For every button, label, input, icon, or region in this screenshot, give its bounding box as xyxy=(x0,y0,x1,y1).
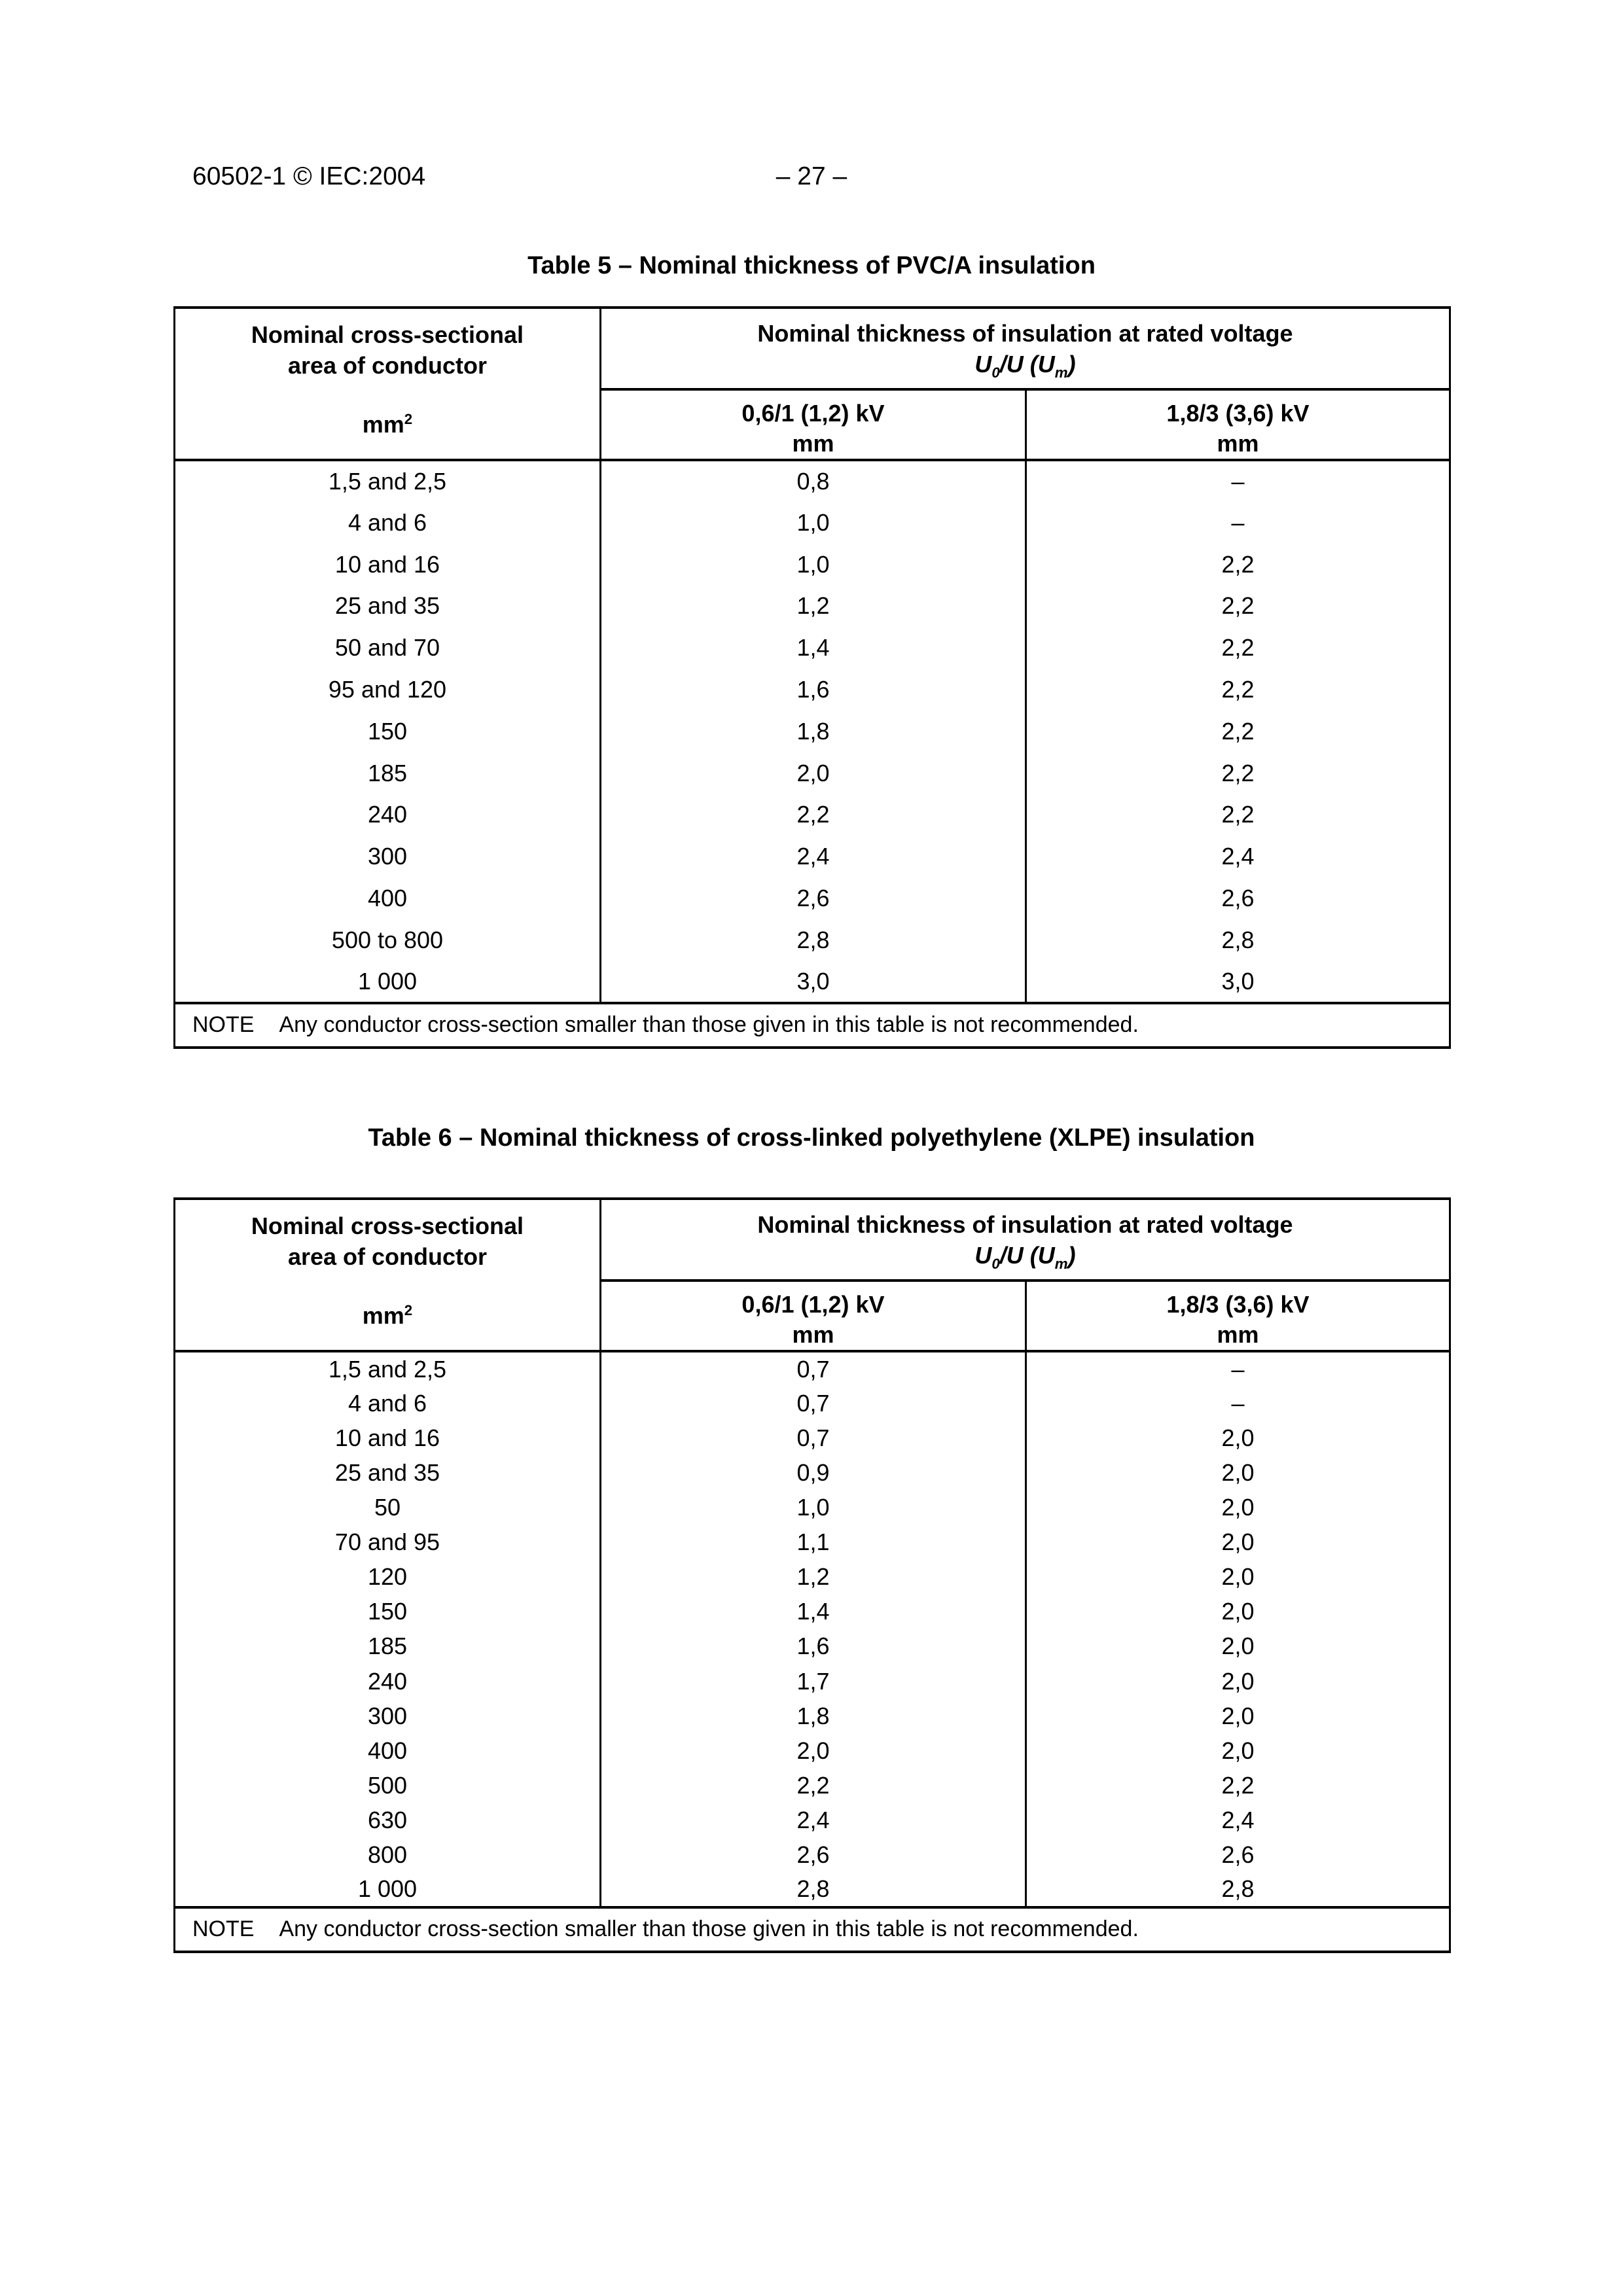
table-row xyxy=(175,1733,1450,1768)
thickness-18kv-cell: 2,2 xyxy=(1221,801,1255,828)
note-label: NOTE xyxy=(192,1012,255,1038)
area-cell: 150 xyxy=(175,711,601,752)
thickness-18kv-cell: 2,8 xyxy=(1221,1875,1255,1903)
thickness-18kv-cell: – xyxy=(1231,468,1245,495)
table6-title: Table 6 – Nominal thickness of cross-linked polyethylene (XLPE) insulation xyxy=(368,1124,1255,1152)
col-header-voltage xyxy=(601,1199,1450,1280)
table-row xyxy=(175,961,1450,1003)
thickness-06kv-cell: 0,7 xyxy=(601,1421,1026,1455)
col-header-06kv: 0,6/1 (1,2) kV mm xyxy=(601,389,1026,460)
page-header xyxy=(174,161,1449,192)
area-cell: 1 000 xyxy=(175,1873,601,1907)
table-row xyxy=(175,1351,1450,1386)
table-row xyxy=(175,460,1450,502)
thickness-18kv-cell: 2,0 xyxy=(1221,1667,1255,1695)
thickness-18kv-cell: – xyxy=(1231,508,1245,536)
thickness-06kv-cell: 1,4 xyxy=(601,1595,1026,1629)
table-row xyxy=(175,877,1450,919)
col-header-area-unit: $mm^2$ xyxy=(362,1302,413,1329)
area-cell: 50 and 70 xyxy=(175,627,601,669)
thickness-06kv-cell: 1,0 xyxy=(601,544,1026,586)
area-cell: 120 xyxy=(175,1560,601,1595)
table-row xyxy=(175,836,1450,877)
table-row xyxy=(175,669,1450,711)
table5-footer xyxy=(175,1003,1450,1048)
note-row xyxy=(175,1907,1450,1952)
table-row xyxy=(175,586,1450,627)
thickness-18kv-cell: 2,8 xyxy=(1221,926,1255,953)
table-row xyxy=(175,711,1450,752)
table-row xyxy=(175,1629,1450,1664)
thickness-06kv-cell: 1,8 xyxy=(601,711,1026,752)
area-cell: 500 xyxy=(175,1768,601,1803)
col-header-18kv: 1,8/3 (3,6) kV mm xyxy=(1026,1280,1450,1351)
thickness-06kv-cell: 2,2 xyxy=(601,1768,1026,1803)
table-row xyxy=(175,1699,1450,1733)
table6-header xyxy=(175,1199,1450,1351)
thickness-18kv-cell: 2,2 xyxy=(1221,676,1255,703)
note-row xyxy=(175,1003,1450,1048)
table-row xyxy=(175,1838,1450,1873)
col-header-area-unit: $mm^2$ xyxy=(362,411,413,438)
thickness-06kv-cell: 2,6 xyxy=(601,877,1026,919)
table-row xyxy=(175,1873,1450,1907)
voltage-symbol: $U_0/U$ $(U_m)$ xyxy=(974,1242,1076,1273)
thickness-06kv-cell: 2,4 xyxy=(601,1803,1026,1837)
thickness-18kv-cell: 2,0 xyxy=(1221,1563,1255,1591)
thickness-18kv-cell: 2,2 xyxy=(1221,759,1255,786)
area-cell: 1,5 and 2,5 xyxy=(175,1351,601,1386)
thickness-18kv-cell: 2,4 xyxy=(1221,843,1255,870)
thickness-18kv-cell: 2,0 xyxy=(1221,1633,1255,1660)
thickness-06kv-cell: 1,0 xyxy=(601,502,1026,544)
thickness-06kv-cell: 0,7 xyxy=(601,1351,1026,1386)
table-row xyxy=(175,1595,1450,1629)
thickness-18kv-cell: 2,2 xyxy=(1221,550,1255,578)
thickness-06kv-cell: 1,8 xyxy=(601,1699,1026,1733)
col-header-06kv: 0,6/1 (1,2) kV mm xyxy=(601,1280,1026,1351)
thickness-18kv-cell: 3,0 xyxy=(1221,967,1255,995)
col-header-area-label: Nominal cross-sectional area of conductor xyxy=(251,321,524,379)
thickness-18kv-cell: – xyxy=(1231,1389,1245,1417)
thickness-06kv-cell: 1,7 xyxy=(601,1664,1026,1699)
thickness-06kv-cell: 2,8 xyxy=(601,919,1026,961)
area-cell: 4 and 6 xyxy=(175,1386,601,1421)
thickness-18kv-cell: 2,0 xyxy=(1221,1424,1255,1451)
thickness-06kv-cell: 2,4 xyxy=(601,836,1026,877)
table-note xyxy=(175,1003,1450,1048)
thickness-18kv-cell: 2,6 xyxy=(1221,1841,1255,1869)
document-id: 60502-1 © IEC:2004 xyxy=(192,162,426,190)
thickness-18kv-cell: 2,2 xyxy=(1221,717,1255,745)
header-row-1 xyxy=(175,308,1450,389)
col-header-area-label: Nominal cross-sectional area of conductor xyxy=(251,1212,524,1270)
col-header-18kv: 1,8/3 (3,6) kV mm xyxy=(1026,389,1450,460)
table-note xyxy=(175,1907,1450,1952)
area-cell: 70 and 95 xyxy=(175,1525,601,1560)
table-row xyxy=(175,794,1450,836)
area-cell: 300 xyxy=(175,836,601,877)
header-row-1 xyxy=(175,1199,1450,1280)
table6-footer xyxy=(175,1907,1450,1952)
voltage-header-text: Nominal thickness of insulation at rated voltage xyxy=(757,1211,1293,1238)
table-row xyxy=(175,752,1450,794)
table-row xyxy=(175,1421,1450,1455)
table5-title: Table 5 – Nominal thickness of PVC/A insulation xyxy=(527,252,1096,279)
thickness-18kv-cell: 2,4 xyxy=(1221,1806,1255,1833)
thickness-06kv-cell: 0,8 xyxy=(601,460,1026,502)
thickness-18kv-cell: 2,0 xyxy=(1221,1528,1255,1556)
area-cell: 25 and 35 xyxy=(175,1455,601,1490)
table-row xyxy=(175,544,1450,586)
table-row xyxy=(175,1768,1450,1803)
table-row xyxy=(175,502,1450,544)
thickness-06kv-cell: 1,0 xyxy=(601,1491,1026,1525)
thickness-06kv-cell: 2,0 xyxy=(601,1733,1026,1768)
table-row xyxy=(175,1525,1450,1560)
note-label: NOTE xyxy=(192,1916,255,1942)
thickness-18kv-cell: 2,6 xyxy=(1221,885,1255,912)
thickness-06kv-cell: 3,0 xyxy=(601,961,1026,1003)
voltage-header-text: Nominal thickness of insulation at rated voltage xyxy=(757,320,1293,347)
thickness-06kv-cell: 2,6 xyxy=(601,1838,1026,1873)
area-cell: 400 xyxy=(175,877,601,919)
thickness-06kv-cell: 1,6 xyxy=(601,669,1026,711)
area-cell: 25 and 35 xyxy=(175,586,601,627)
thickness-06kv-cell: 1,2 xyxy=(601,1560,1026,1595)
thickness-18kv-cell: 2,0 xyxy=(1221,1459,1255,1487)
table-row xyxy=(175,627,1450,669)
area-cell: 50 xyxy=(175,1491,601,1525)
area-cell: 300 xyxy=(175,1699,601,1733)
page-number: – 27 – xyxy=(776,162,847,190)
table-row xyxy=(175,1455,1450,1490)
thickness-18kv-cell: 2,2 xyxy=(1221,1771,1255,1799)
area-cell: 10 and 16 xyxy=(175,1421,601,1455)
col-header-area xyxy=(175,308,601,460)
table5 xyxy=(173,306,1451,1049)
area-cell: 10 and 16 xyxy=(175,544,601,586)
area-cell: 400 xyxy=(175,1733,601,1768)
voltage-symbol: $U_0/U$ $(U_m)$ xyxy=(974,351,1076,381)
thickness-06kv-cell: 2,8 xyxy=(601,1873,1026,1907)
thickness-06kv-cell: 2,0 xyxy=(601,752,1026,794)
area-cell: 630 xyxy=(175,1803,601,1837)
table-row xyxy=(175,919,1450,961)
table5-body xyxy=(175,460,1450,1002)
area-cell: 185 xyxy=(175,1629,601,1664)
thickness-06kv-cell: 1,2 xyxy=(601,586,1026,627)
thickness-06kv-cell: 1,6 xyxy=(601,1629,1026,1664)
col-header-voltage xyxy=(601,308,1450,389)
thickness-18kv-cell: 2,0 xyxy=(1221,1494,1255,1521)
note-text: Any conductor cross-section smaller than those given in this table is not recommended. xyxy=(279,1916,1139,1942)
table-row xyxy=(175,1560,1450,1595)
area-cell: 800 xyxy=(175,1838,601,1873)
area-cell: 240 xyxy=(175,794,601,836)
table6 xyxy=(173,1197,1451,1953)
thickness-18kv-cell: 2,2 xyxy=(1221,634,1255,662)
table-row xyxy=(175,1664,1450,1699)
area-cell: 1 000 xyxy=(175,961,601,1003)
thickness-18kv-cell: 2,0 xyxy=(1221,1598,1255,1625)
thickness-06kv-cell: 1,1 xyxy=(601,1525,1026,1560)
area-cell: 185 xyxy=(175,752,601,794)
thickness-06kv-cell: 2,2 xyxy=(601,794,1026,836)
area-cell: 150 xyxy=(175,1595,601,1629)
thickness-18kv-cell: 2,0 xyxy=(1221,1702,1255,1729)
thickness-06kv-cell: 1,4 xyxy=(601,627,1026,669)
thickness-18kv-cell: 2,0 xyxy=(1221,1737,1255,1764)
table-row xyxy=(175,1386,1450,1421)
area-cell: 1,5 and 2,5 xyxy=(175,460,601,502)
note-text: Any conductor cross-section smaller than those given in this table is not recommended. xyxy=(279,1012,1139,1038)
area-cell: 95 and 120 xyxy=(175,669,601,711)
thickness-18kv-cell: – xyxy=(1231,1355,1245,1383)
table6-body xyxy=(175,1351,1450,1907)
area-cell: 240 xyxy=(175,1664,601,1699)
thickness-18kv-cell: 2,2 xyxy=(1221,592,1255,620)
thickness-06kv-cell: 0,9 xyxy=(601,1455,1026,1490)
col-header-area xyxy=(175,1199,601,1351)
area-cell: 500 to 800 xyxy=(175,919,601,961)
area-cell: 4 and 6 xyxy=(175,502,601,544)
table5-header xyxy=(175,308,1450,460)
table-row xyxy=(175,1491,1450,1525)
thickness-06kv-cell: 0,7 xyxy=(601,1386,1026,1421)
table-row xyxy=(175,1803,1450,1837)
